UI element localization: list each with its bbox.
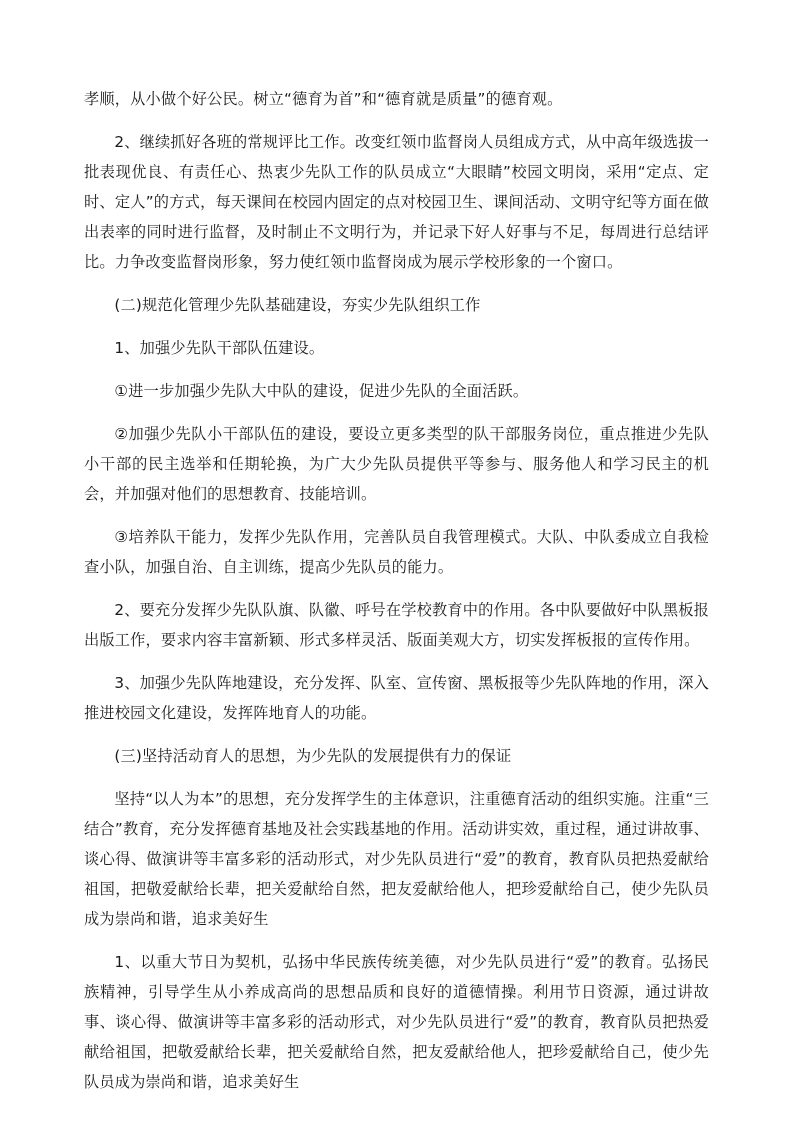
paragraph-2-1-c: ③培养队干能力，发挥少先队作用，完善队员自我管理模式。大队、中队委成立自我检查小队，加强自治、自主训练，提高少先队员的能力。: [84, 528, 709, 576]
paragraph-routine-evaluation: 2、继续抓好各班的常规评比工作。改变红领巾监督岗人员组成方式，从中高年级选拔一批表现优良、有责任心、热衷少先队工作的队员成立“大眼睛”校园文明岗，采用“定点、定时、定人”的方式，每天课间在校园内固定的点对校园卫生、课间活动、文明守纪等方面在做出表率的同时进行监督，及时制止不文明行为，并记录下好人好事与不足，每周进行总结评比。力争改变监督岗形象，努力使红领巾监督岗成为展示学校形象的一个窗口。: [84, 133, 709, 271]
document-body: [84, 84, 709, 1097]
paragraph-2-1: 1、加强少先队干部队伍建设。: [114, 339, 325, 357]
paragraph-2-3: 3、加强少先队阵地建设，充分发挥、队室、宣传窗、黑板报等少先队阵地的作用，深入推进校园文化建设，发挥阵地育人的功能。: [84, 674, 709, 722]
heading-section-three: (三)坚持活动育人的思想，为少先队的发展提供有力的保证: [114, 747, 512, 765]
heading-section-two: (二)规范化管理少先队基础建设，夯实少先队组织工作: [114, 296, 481, 314]
paragraph-continued: 孝顺，从小做个好公民。树立“德育为首”和“德育就是质量”的德育观。: [84, 90, 563, 108]
paragraph-2-1-a: ①进一步加强少先队大中队的建设，促进少先队的全面活跃。: [114, 382, 529, 400]
paragraph-2-1-b: ②加强少先队小干部队伍的建设，要设立更多类型的队干部服务岗位，重点推进少先队小干部的民主选举和任期轮换，为广大少先队员提供平等参与、服务他人和学习民主的机会，并加强对他们的思想教育、技能培训。: [84, 425, 709, 503]
paragraph-2-2: 2、要充分发挥少先队队旗、队徽、呼号在学校教育中的作用。各中队要做好中队黑板报出版工作，要求内容丰富新颖、形式多样灵活、版面美观大方，切实发挥板报的宣传作用。: [84, 601, 709, 649]
paragraph-3-1: 1、以重大节日为契机，弘扬中华民族传统美德，对少先队员进行“爱”的教育。弘扬民族精神，引导学生从小养成高尚的思想品质和良好的道德情操。利用节日资源，通过讲故事、谈心得、做演讲等丰富多彩的活动形式，对少先队员进行“爱”的教育，教育队员把热爱献给祖国，把敬爱献给长辈，把关爱献给自然，把友爱献给他人，把珍爱献给自己，使少先队员成为崇尚和谐，追求美好生: [84, 953, 709, 1091]
paragraph-3-body: 坚持“以人为本”的思想，充分发挥学生的主体意识，注重德育活动的组织实施。注重“三结合”教育，充分发挥德育基地及社会实践基地的作用。活动讲实效，重过程，通过讲故事、谈心得、做演讲等丰富多彩的活动形式，对少先队员进行“爱”的教育，教育队员把热爱献给祖国，把敬爱献给长辈，把关爱献给自然，把友爱献给他人，把珍爱献给自己，使少先队员成为崇尚和谐，追求美好生: [84, 790, 709, 928]
